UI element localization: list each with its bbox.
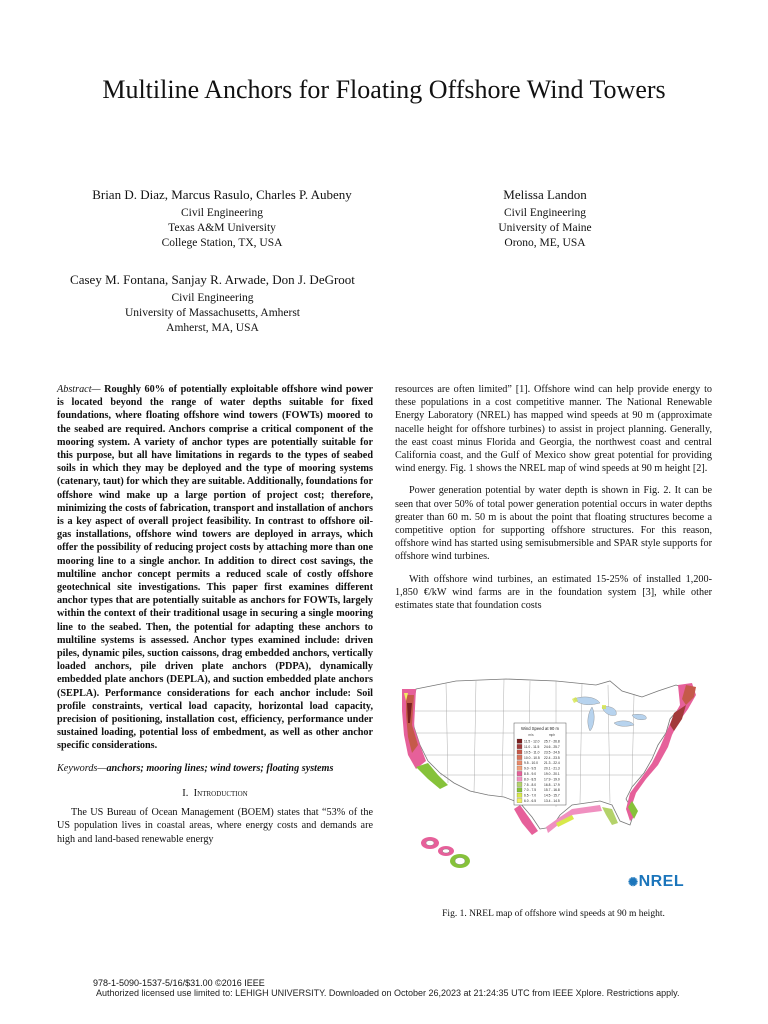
- author-org: University of Massachusetts, Amherst: [124, 307, 301, 319]
- legend-swatch: [517, 793, 522, 797]
- legend-ms-label: 11.5 - 12.0: [524, 739, 540, 744]
- legend-unit-mph: mph: [548, 733, 556, 737]
- keywords: [57, 762, 373, 775]
- hawaii-wind: [421, 837, 470, 868]
- legend-mph-label: 21.3 - 22.4: [544, 761, 560, 766]
- author-dept: Civil Engineering: [180, 207, 264, 219]
- legend-swatch: [517, 777, 522, 781]
- legend-title: Wind Speed at 90 m: [521, 726, 559, 731]
- abstract-label: Abstract—: [57, 384, 101, 395]
- nrel-logo-text: NREL: [638, 873, 685, 890]
- author-org: Texas A&M University: [168, 222, 276, 234]
- author-names: Casey M. Fontana, Sanjay R. Arwade, Don J. DeGroot: [70, 272, 355, 287]
- legend-swatch: [517, 798, 522, 802]
- author-names: Melissa Landon: [503, 187, 587, 202]
- legend-mph-label: 17.9 - 19.0: [544, 777, 560, 782]
- legend-swatch: [517, 771, 522, 775]
- paragraph-continued: resources are often limited” [1]. Offshore wind can help provide energy to these populations in a cost competitive manner. The National Renewable Energy Laboratory (NREL) has mapped wind speeds at 90 m (approximate nacelle height for offshore turbines) to assist in project planning. Generally, the east coast minus Florida and Georgia, the northwest coast and central California coast, and the Gulf of Mexico show great potential for providing wind energy. Fig. 1 shows the NREL map of wind speeds at 90 m height [2].: [395, 384, 712, 475]
- abstract-text: Roughly 60% of potentially exploitable offshore wind power is located beyond the range of water depths suitable for fixed foundations, where floating offshore wind towers (FOWTs) moored to the seabed are required. Anchors comprise a critical component of the mooring system. A variety of anchor types are potentially suitable for this purpose, but all have limitations in regards to the types of seabed soils in which they may be deployed and the type of mooring systems (catenary, taut) for which they are suitable. Additionally, foundations for offshore wind make up a large portion of project cost; therefore, minimizing the costs of fabrication, transport and installation of anchors is a key aspect of overall project feasibility. In contrast to offshore oil-gas installations, offshore wind towers are deployed in arrays, which offer the possibility of reducing project costs by attaching more than one mooring line to a single anchor. In addition to direct cost savings, the multiline anchor concept permits a reduced scale of costly offshore geotechnical site investigations. This paper first examines different anchor types that are potentially suitable as anchors for FOWTs, largely within the context of their traditional usage in securing a single mooring line to the seabed. Then, the potential for adapting these anchors to multiline systems is assessed. Anchor types examined include: driven piles, dynamic piles, suction caissons, drag embedded anchors, vertically loaded anchors, pile driven plate anchors (PDPA), dynamically embedded plate anchors (DEPLA), and suction embedded plate anchors (SEPLA). Performance considerations for each anchor include: Soil profile constraints, vertical load capacity, horizontal load capacity, precision of positioning, installation cost, efficiency, performance under sustained loading, potential loss of embedment, as well as other anchor specific considerations.: [57, 384, 373, 752]
- keywords-label: Keywords—: [57, 762, 107, 774]
- author-place: Amherst, MA, USA: [166, 322, 259, 334]
- author-org: University of Maine: [498, 222, 592, 234]
- nrel-logo: [628, 873, 684, 891]
- nrel-sun-icon: ✺: [628, 875, 639, 889]
- legend-mph-label: 22.4 - 23.5: [544, 755, 560, 760]
- legend-mph-label: 19.0 - 20.1: [544, 772, 560, 776]
- legend-ms-label: 10.0 - 10.5: [524, 755, 540, 760]
- us-wind-map: [396, 675, 702, 897]
- paragraph-intro: The US Bureau of Ocean Management (BOEM) states that “53% of the US population lives in coastal areas, where energy costs and demands are high and land-based renewable energy: [57, 807, 373, 845]
- author-place: Orono, ME, USA: [504, 237, 586, 249]
- legend-ms-label: 6.5 - 7.0: [524, 793, 537, 798]
- legend-ms-label: 6.0 - 6.5: [524, 799, 537, 803]
- figure-caption: Fig. 1. NREL map of offshore wind speeds at 90 m height.: [442, 909, 665, 919]
- legend-mph-label: 16.8 - 17.9: [544, 782, 560, 787]
- legend-swatch: [517, 755, 522, 759]
- legend-mph-label: 25.7 - 26.8: [544, 739, 560, 744]
- legend-ms-label: 8.0 - 8.5: [524, 777, 537, 782]
- author-names: Brian D. Diaz, Marcus Rasulo, Charles P. Aubeny: [92, 187, 352, 202]
- legend-ms-label: 9.0 - 9.5: [524, 766, 537, 771]
- legend-mph-label: 15.7 - 16.8: [544, 788, 560, 793]
- author-block-tamu: [62, 186, 382, 251]
- section-heading-introduction: [57, 787, 373, 800]
- legend-swatch: [517, 766, 522, 770]
- legend-swatch: [517, 788, 522, 792]
- paper-title: Multiline Anchors for Floating Offshore Wind Towers: [102, 75, 666, 104]
- footer-authorized-use: Authorized licensed use limited to: LEHIGH UNIVERSITY. Downloaded on October 26,2023 at 21:24:35 UTC from IEEE Xplore. Restrictions apply.: [96, 988, 680, 998]
- legend-unit-ms: m/s: [528, 733, 534, 737]
- keywords-text: anchors; mooring lines; wind towers; floating systems: [106, 762, 334, 774]
- paragraph-cost: With offshore wind turbines, an estimated 15-25% of installed 1,200-1,850 €/kW wind farms are in the foundation system [3], while other estimates state that foundation costs: [395, 573, 712, 612]
- legend-mph-label: 13.4 - 14.5: [544, 799, 560, 803]
- footer-isbn: 978-1-5090-1537-5/16/$31.00 ©2016 IEEE: [93, 978, 265, 988]
- author-dept: Civil Engineering: [503, 207, 587, 219]
- author-block-maine: [470, 186, 620, 251]
- legend-mph-label: 20.1 - 21.3: [544, 766, 560, 771]
- paragraph-power-generation: Power generation potential by water depth is shown in Fig. 2. It can be seen that over 50% of total power generation potential occurs in water depths greater than 60 m. 50 m is about the point that floating structures become a competitive option for supporting offshore structures. For this reason, offshore wind has started using semisubmersible and SPAR style supports for offshore wind turbines.: [395, 485, 712, 563]
- legend-swatch: [517, 750, 522, 754]
- left-column: [57, 383, 373, 846]
- legend-swatch: [517, 744, 522, 748]
- legend-mph-label: 23.5 - 24.6: [544, 750, 560, 755]
- legend-ms-label: 9.5 - 10.0: [524, 761, 538, 766]
- author-block-umass: [70, 271, 355, 336]
- legend-swatch: [517, 739, 522, 743]
- right-column: [395, 383, 712, 612]
- author-place: College Station, TX, USA: [161, 237, 283, 249]
- figure-wind-map: [396, 675, 702, 897]
- legend-ms-label: 11.0 - 11.5: [524, 745, 540, 749]
- map-legend: [514, 723, 566, 805]
- abstract: [57, 383, 373, 753]
- legend-swatch: [517, 782, 522, 786]
- legend-ms-label: 10.5 - 11.0: [524, 750, 540, 755]
- legend-mph-label: 24.6 - 25.7: [544, 745, 560, 749]
- legend-ms-label: 7.0 - 7.5: [524, 788, 537, 793]
- section-number: I.: [182, 787, 189, 799]
- section-title: Introduction: [193, 787, 248, 799]
- legend-ms-label: 7.5 - 8.0: [524, 782, 537, 787]
- author-dept: Civil Engineering: [171, 292, 254, 304]
- legend-ms-label: 8.5 - 9.0: [524, 772, 537, 776]
- legend-swatch: [517, 761, 522, 765]
- legend-mph-label: 14.5 - 15.7: [544, 793, 560, 798]
